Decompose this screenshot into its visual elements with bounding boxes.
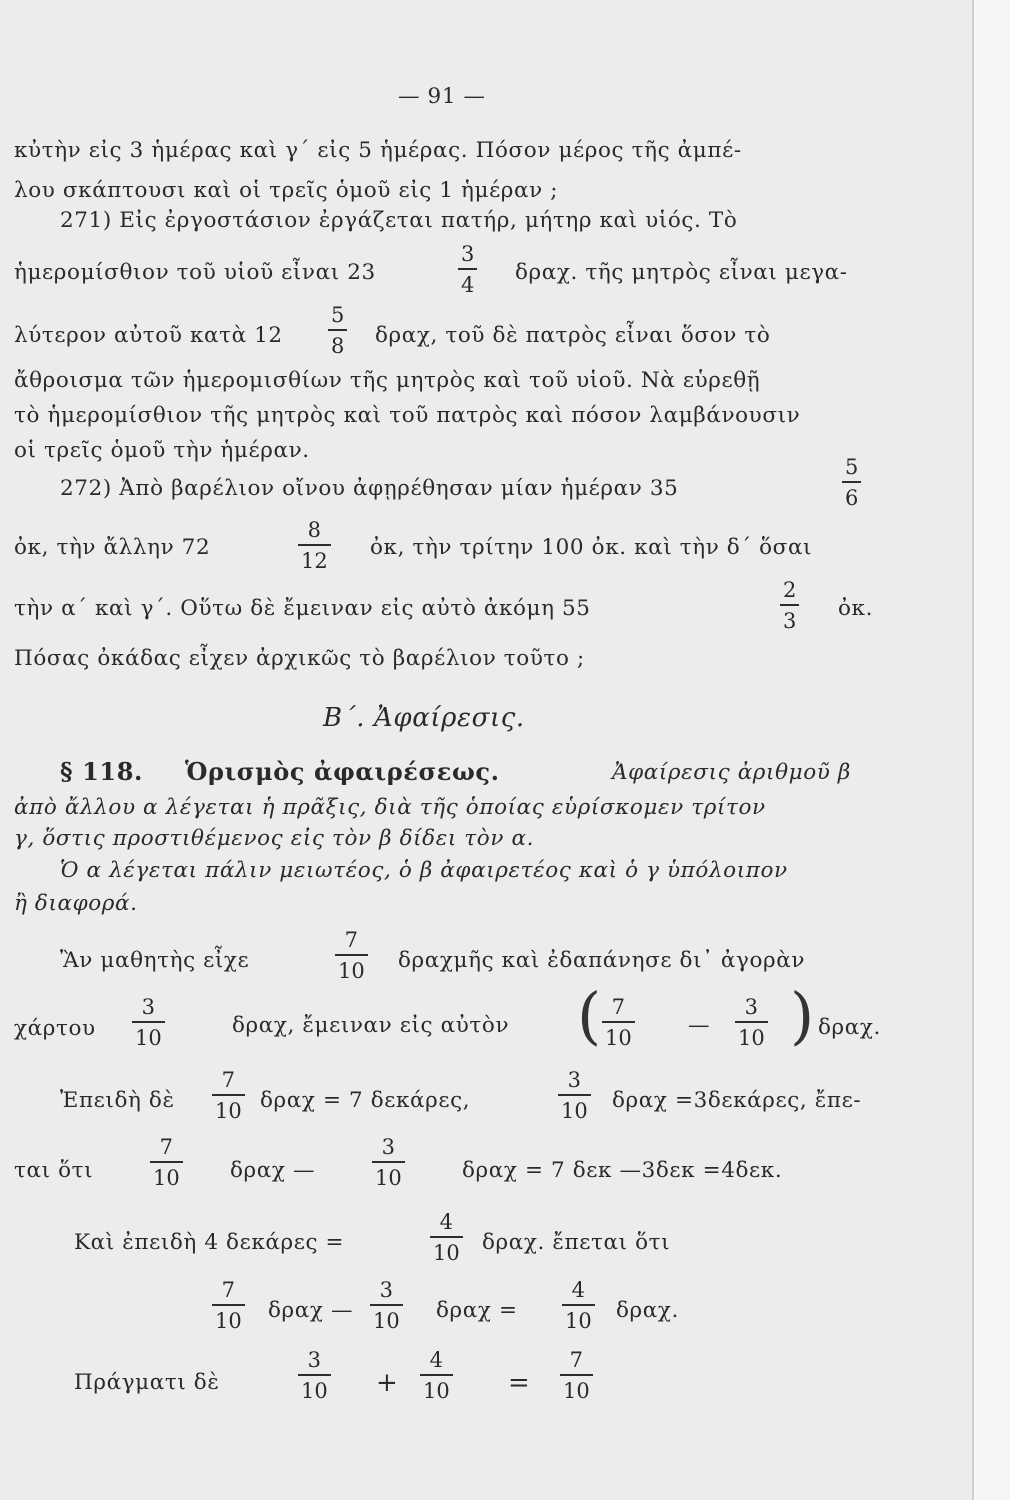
text-line: δραχμῆς καὶ ἐδαπάνησε δι᾽ ἀγορὰν — [398, 948, 806, 973]
fraction-4-10: 4 10 — [420, 1348, 453, 1403]
text-line: Καὶ ἐπειδὴ 4 δεκάρες = — [74, 1230, 345, 1255]
fraction-5-6: 5 6 — [842, 455, 861, 510]
text-line: ται ὅτι — [14, 1158, 94, 1183]
right-parenthesis: ) — [790, 979, 815, 1052]
fraction-7-10: 7 10 — [560, 1348, 593, 1403]
fraction-3-4: 3 4 — [458, 242, 477, 297]
section-heading: Β΄. Ἀφαίρεσις. — [323, 703, 525, 733]
page-number: — 91 — — [398, 84, 486, 109]
exercise-271: 271) Εἰς ἐργοστάσιον ἐργάζεται πατήρ, μήτηρ καὶ υἱός. Τὸ — [60, 208, 738, 233]
fraction-3-10: 3 10 — [558, 1068, 591, 1123]
text-line: Ἐπειδὴ δὲ — [60, 1088, 175, 1113]
text-line: δραχ. ἔπεται ὅτι — [482, 1230, 671, 1255]
text-line: Ἂν μαθητὴς εἶχε — [60, 948, 250, 973]
fraction-7-10: 7 10 — [212, 1278, 245, 1333]
fraction-3-10: 3 10 — [298, 1348, 331, 1403]
text-line: Πράγματι δὲ — [74, 1370, 220, 1395]
text-line: κὐτὴν εἰς 3 ἡμέρας καὶ γ΄ εἰς 5 ἡμέρας. Πόσον μέρος τῆς ἀμπέ- — [14, 138, 742, 163]
text-line: δραχ, τοῦ δὲ πατρὸς εἶναι ὅσον τὸ — [375, 323, 771, 348]
text-line: δραχ = — [436, 1298, 518, 1323]
text-line: λύτερον αὐτοῦ κατὰ 12 — [14, 323, 283, 348]
fraction-3-10: 3 10 — [735, 995, 768, 1050]
definition-text: Ὁ α λέγεται πάλιν μειωτέος, ὁ β ἀφαιρετέος καὶ ὁ γ ὑπόλοιπον — [60, 858, 788, 883]
text-line: δραχ — — [268, 1298, 354, 1323]
definition-text: ἢ διαφορά. — [14, 891, 138, 916]
fraction-4-10: 4 10 — [430, 1210, 463, 1265]
text-line: δραχ = 7 δεκ —3δεκ =4δεκ. — [462, 1158, 783, 1183]
text-line: δραχ — — [230, 1158, 316, 1183]
text-line: δραχ. — [818, 1015, 881, 1040]
definition-title: Ὁρισμὸς ἀφαιρέσεως. — [185, 757, 500, 786]
definition-text: γ, ὅστις προστιθέμενος εἰς τὸν β δίδει τὸν α. — [14, 826, 534, 851]
fraction-3-10: 3 10 — [132, 995, 165, 1050]
text-line: δραχ = 7 δεκάρες, — [260, 1088, 471, 1113]
definition-text: ἀπὸ ἄλλου α λέγεται ἡ πρᾶξις, διὰ τῆς ὁποίας εὑρίσκομεν τρίτον — [14, 795, 766, 820]
equals-sign: = — [508, 1368, 531, 1398]
text-line: δραχ, ἔμειναν εἰς αὐτὸν — [232, 1013, 510, 1038]
minus-sign: — — [688, 1013, 711, 1038]
fraction-7-10: 7 10 — [212, 1068, 245, 1123]
text-line: δραχ. τῆς μητρὸς εἶναι μεγα- — [515, 260, 848, 285]
text-line: οἱ τρεῖς ὁμοῦ τὴν ἡμέραν. — [14, 438, 310, 463]
fraction-8-12: 8 12 — [298, 518, 331, 573]
fraction-3-10: 3 10 — [370, 1278, 403, 1333]
fraction-7-10: 7 10 — [150, 1135, 183, 1190]
fraction-2-3: 2 3 — [780, 578, 799, 633]
text-line: δραχ =3δεκάρες, ἔπε- — [612, 1088, 862, 1113]
text-line: Πόσας ὀκάδας εἶχεν ἀρχικῶς τὸ βαρέλιον τοῦτο ; — [14, 646, 585, 671]
fraction-5-8: 5 8 — [328, 303, 347, 358]
text-line: ἡμερομίσθιον τοῦ υἱοῦ εἶναι 23 — [14, 260, 376, 285]
plus-sign: + — [376, 1368, 399, 1398]
definition-text: Ἀφαίρεσις ἀριθμοῦ β — [612, 760, 851, 785]
text-line: λου σκάπτουσι καὶ οἱ τρεῖς ὁμοῦ εἰς 1 ἡμέραν ; — [14, 178, 559, 203]
exercise-272: 272) Ἀπὸ βαρέλιον οἴνου ἀφῃρέθησαν μίαν ἡμέραν 35 — [60, 476, 679, 501]
paragraph-number: § 118. — [60, 757, 143, 786]
text-line: ἄθροισμα τῶν ἡμερομισθίων τῆς μητρὸς καὶ τοῦ υἱοῦ. Νὰ εὑρεθῇ — [14, 368, 761, 393]
text-line: τὸ ἡμερομίσθιον τῆς μητρὸς καὶ τοῦ πατρὸς καὶ πόσον λαμβάνουσιν — [14, 403, 801, 428]
text-line: τὴν α΄ καὶ γ΄. Οὕτω δὲ ἔμειναν εἰς αὐτὸ ἀκόμη 55 — [14, 596, 591, 621]
text-line: ὀκ, τὴν τρίτην 100 ὀκ. καὶ τὴν δ΄ ὅσαι — [370, 535, 813, 560]
fraction-7-10: 7 10 — [602, 995, 635, 1050]
left-parenthesis: ( — [577, 979, 602, 1052]
text-line: ὀκ. — [838, 596, 874, 621]
fraction-7-10: 7 10 — [335, 928, 368, 983]
fraction-3-10: 3 10 — [372, 1135, 405, 1190]
text-line: χάρτου — [14, 1016, 96, 1041]
text-line: ὀκ, τὴν ἄλλην 72 — [14, 535, 211, 560]
text-line: δραχ. — [616, 1298, 679, 1323]
fraction-4-10: 4 10 — [562, 1278, 595, 1333]
